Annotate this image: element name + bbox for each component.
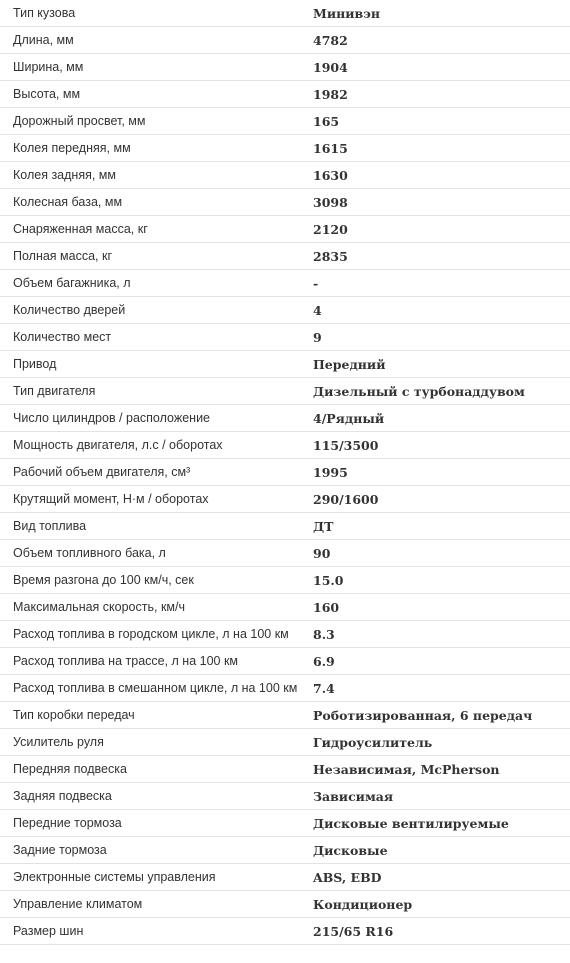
spec-value: 7.4 <box>313 681 335 696</box>
spec-row <box>0 864 570 891</box>
spec-value: 15.0 <box>313 573 344 588</box>
spec-label: Мощность двигателя, л.с / оборотах <box>13 438 223 452</box>
spec-label: Задние тормоза <box>13 843 107 857</box>
spec-value: 90 <box>313 546 331 561</box>
spec-value: 4 <box>313 303 322 318</box>
spec-row <box>0 675 570 702</box>
spec-row <box>0 891 570 918</box>
spec-value: 2120 <box>313 222 348 237</box>
spec-label: Крутящий момент, Н·м / оборотах <box>13 492 209 506</box>
spec-value: Дизельный с турбонаддувом <box>313 384 525 399</box>
spec-label: Привод <box>13 357 57 371</box>
spec-row <box>0 459 570 486</box>
spec-row <box>0 108 570 135</box>
spec-label: Передние тормоза <box>13 816 122 830</box>
spec-row <box>0 810 570 837</box>
spec-label: Колея задняя, мм <box>13 168 116 182</box>
spec-row <box>0 135 570 162</box>
spec-value: Дисковые <box>313 843 388 858</box>
spec-value: Зависимая <box>313 789 394 804</box>
spec-row <box>0 297 570 324</box>
spec-value: ДТ <box>313 519 334 534</box>
spec-value: Роботизированная, 6 передач <box>313 708 533 723</box>
spec-value: Дисковые вентилируемые <box>313 816 509 831</box>
spec-row <box>0 162 570 189</box>
spec-row <box>0 918 570 945</box>
spec-label: Количество дверей <box>13 303 126 317</box>
spec-label: Тип кузова <box>13 6 76 20</box>
spec-row <box>0 27 570 54</box>
spec-row <box>0 351 570 378</box>
spec-row <box>0 567 570 594</box>
spec-label: Максимальная скорость, км/ч <box>13 600 185 614</box>
spec-label: Число цилиндров / расположение <box>13 411 210 425</box>
spec-row <box>0 81 570 108</box>
spec-value: 160 <box>313 600 340 615</box>
spec-value: Минивэн <box>313 6 380 21</box>
spec-value: 165 <box>313 114 340 129</box>
spec-label: Тип коробки передач <box>13 708 135 722</box>
spec-row <box>0 486 570 513</box>
spec-label: Полная масса, кг <box>13 249 113 263</box>
spec-row <box>0 729 570 756</box>
spec-label: Колесная база, мм <box>13 195 123 209</box>
spec-label: Расход топлива в смешанном цикле, л на 100 км <box>13 681 298 695</box>
spec-label: Вид топлива <box>13 519 87 533</box>
spec-value: Независимая, McPherson <box>313 762 500 777</box>
spec-label: Управление климатом <box>13 897 143 911</box>
spec-row <box>0 837 570 864</box>
spec-label: Объем топливного бака, л <box>13 546 166 560</box>
spec-row <box>0 189 570 216</box>
spec-row <box>0 702 570 729</box>
spec-value: 1995 <box>313 465 348 480</box>
spec-value: 3098 <box>313 195 348 210</box>
spec-row <box>0 756 570 783</box>
spec-value: Гидроусилитель <box>313 735 433 750</box>
spec-label: Колея передняя, мм <box>13 141 131 155</box>
spec-value: 2835 <box>313 249 348 264</box>
spec-row <box>0 432 570 459</box>
spec-label: Передняя подвеска <box>13 762 127 776</box>
spec-label: Снаряженная масса, кг <box>13 222 148 236</box>
spec-row <box>0 54 570 81</box>
spec-label: Высота, мм <box>13 87 81 101</box>
spec-label: Количество мест <box>13 330 112 344</box>
spec-value: 290/1600 <box>313 492 379 507</box>
spec-row <box>0 378 570 405</box>
spec-value: 9 <box>313 330 322 345</box>
spec-row <box>0 243 570 270</box>
spec-label: Размер шин <box>13 924 84 938</box>
spec-value: 1982 <box>313 87 348 102</box>
spec-row <box>0 540 570 567</box>
spec-row <box>0 270 570 297</box>
spec-value: ABS, EBD <box>313 870 382 885</box>
spec-row <box>0 783 570 810</box>
spec-value: 1630 <box>313 168 348 183</box>
spec-row <box>0 324 570 351</box>
spec-label: Время разгона до 100 км/ч, сек <box>13 573 194 587</box>
spec-value: 115/3500 <box>313 438 379 453</box>
spec-label: Расход топлива в городском цикле, л на 100 км <box>13 627 289 641</box>
spec-label: Длина, мм <box>13 33 74 47</box>
spec-row <box>0 216 570 243</box>
spec-row <box>0 0 570 27</box>
spec-label: Усилитель руля <box>13 735 104 749</box>
spec-value: 1904 <box>313 60 348 75</box>
spec-label: Объем багажника, л <box>13 276 131 290</box>
spec-value: 6.9 <box>313 654 335 669</box>
spec-label: Электронные системы управления <box>13 870 216 884</box>
spec-label: Дорожный просвет, мм <box>13 114 146 128</box>
spec-label: Расход топлива на трассе, л на 100 км <box>13 654 239 668</box>
spec-row <box>0 648 570 675</box>
spec-value: 1615 <box>313 141 348 156</box>
spec-value: Кондиционер <box>313 897 413 912</box>
spec-label: Рабочий объем двигателя, см³ <box>13 465 191 479</box>
spec-value: - <box>313 276 319 291</box>
spec-value: 215/65 R16 <box>313 924 394 939</box>
spec-row <box>0 621 570 648</box>
spec-value: Передний <box>313 357 386 372</box>
spec-value: 8.3 <box>313 627 335 642</box>
spec-row <box>0 405 570 432</box>
spec-value: 4782 <box>313 33 348 48</box>
spec-label: Задняя подвеска <box>13 789 112 803</box>
spec-label: Ширина, мм <box>13 60 84 74</box>
spec-value: 4/Рядный <box>313 411 385 426</box>
spec-label: Тип двигателя <box>13 384 96 398</box>
spec-row <box>0 513 570 540</box>
spec-row <box>0 594 570 621</box>
